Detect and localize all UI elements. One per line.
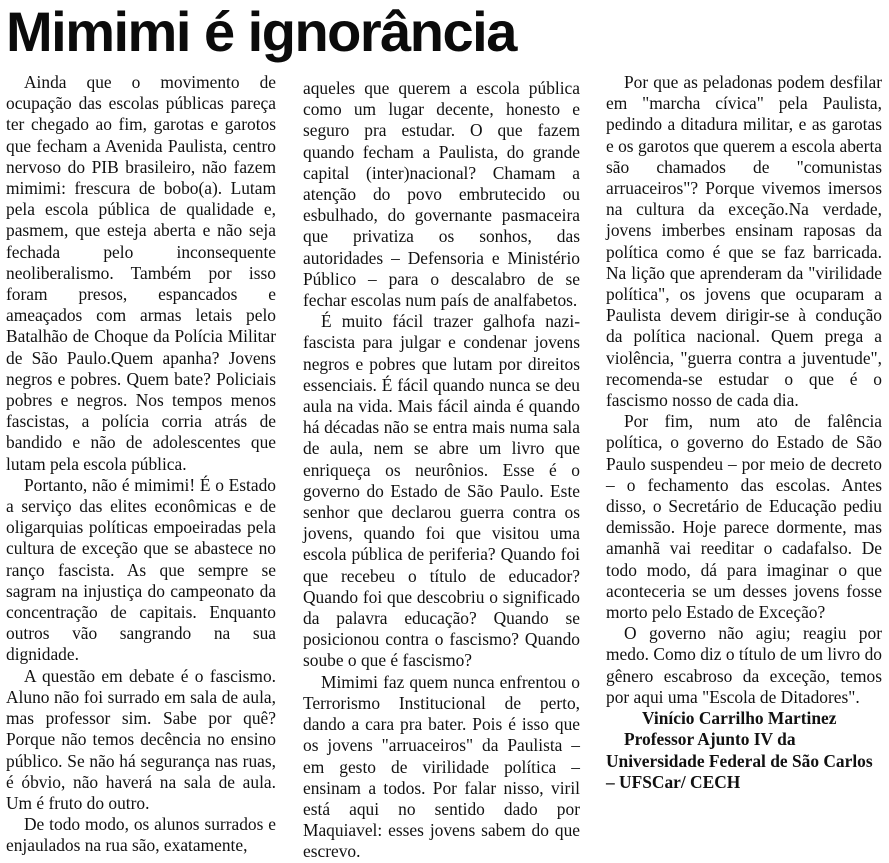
author-role: Professor Ajunto IV da Universidade Federal de São Carlos – UFSCar/ CECH [606, 729, 873, 792]
paragraph: Por fim, num ato de falência política, o governo do Estado de São Paulo suspendeu – por meio de decreto – o fechamento das escolas. Antes disso, o Secretário de Educação pediu demissão. Hoje parece dormente, mas amanhã vai reeditar o cadafalso. De todo modo, dá para imaginar o que aconteceria se um desses jovens fosse morto pelo Estado de Exceção? [606, 411, 882, 623]
paragraph: Por que as peladonas podem desfilar em "marcha cívica" pela Paulista, pedindo a ditadura militar, e as garotas e os garotos que querem a escola aberta são chamados de "comunistas arruaceiros"? Porque vivemos imersos na cultura da exceção.Na verdade, jovens imberbes ensinam raposas da política como é que se faz barricada. Na lição que aprenderam da "virilidade política", os jovens que ocuparam a Paulista devem dirigir-se à condução da política nacional. Quem prega a violência, "guerra contra a juventude", recomenda-se estudar o que é o fascismo nosso de cada dia. [606, 72, 882, 411]
column-3 [606, 72, 882, 851]
paragraph: A questão em debate é o fascismo. Aluno não foi surrado em sala de aula, mas professor sim. Sabe por quê? Porque não temos decência no ensino público. Se não há segurança nas ruas, é óbvio, não haverá na sala de aula. Um é fruto do outro. [6, 665, 276, 813]
column-2 [303, 78, 580, 862]
paragraph: É muito fácil trazer galhofa nazi-fascista para julgar e condenar jovens negros e pobres que lutam por direitos essenciais. É fácil quando nunca se deu aula na vida. Mais fácil ainda é quando há décadas não se entra mais numa sala de aula, nem se abre um livro que enriqueça os neurônios. Esse é o governo do Estado de São Paulo. Este senhor que declarou guerra contra os jovens, quando foi que visitou uma escola pública de periferia? Quando foi que recebeu o título de educador? Quando foi que descobriu o significado da palavra educação? Quando se posicionou contra o fascismo? Quando soube o que é fascismo? [303, 311, 580, 671]
paragraph: De todo modo, os alunos surrados e enjaulados na rua são, exatamente, [6, 814, 276, 856]
paragraph: O governo não agiu; reagiu por medo. Como diz o título de um livro do gênero escabroso da exceção, temos por aqui uma "Escola de Ditadores". [606, 623, 882, 707]
author-signature [606, 708, 882, 793]
paragraph: Portanto, não é mimimi! É o Estado a serviço das elites econômicas e de oligarquias políticas empoeiradas pela cultura de exceção que se abastece no ranço fascista. As que sempre se sagram na injustiça do campeonato da concentração de capitais. Enquanto outros vão sangrando na sua dignidade. [6, 474, 276, 665]
column-1 [6, 72, 276, 856]
author-name: Vinício Carrilho Martinez [642, 708, 837, 729]
paragraph: aqueles que querem a escola pública como um lugar decente, honesto e seguro pra estudar. O que fazem quando fecham a Paulista, do grande capital (inter)nacional? Chamam a atenção do povo embrutecido ou esbulhado, do governante pasmaceira que privatiza os sonhos, das autoridades – Defensoria e Ministério Público – para o descalabro de se fechar escolas num país de analfabetos. [303, 78, 580, 311]
article-headline: Mimimi é ignorância [6, 0, 516, 63]
paragraph: Mimimi faz quem nunca enfrentou o Terrorismo Institucional de perto, dando a cara pra bater. Pois é isso que os jovens "arruaceiros" da Paulista – em gesto de virilidade política – ensinam a todos. Por falar nisso, viril está aqui no sentido dado por Maquiavel: esses jovens sabem do que escrevo. [303, 671, 580, 862]
paragraph: Ainda que o movimento de ocupação das escolas públicas pareça ter chegado ao fim, garotas e garotos que fecham a Avenida Paulista, centro nervoso do PIB brasileiro, não fazem mimimi: frescura de bobo(a). Lutam pela escola pública de qualidade e, pasmem, que esteja aberta e não seja fechada pelo inconsequente neoliberalismo. Também por isso foram presos, espancados e ameaçados com armas letais pelo Batalhão de Choque da Polícia Militar de São Paulo.Quem apanha? Jovens negros e pobres. Quem bate? Policiais pobres e negros. Nos tempos menos fascistas, a polícia corria atrás de bandido e não de adolescentes que lutam pela escola pública. [6, 72, 276, 474]
